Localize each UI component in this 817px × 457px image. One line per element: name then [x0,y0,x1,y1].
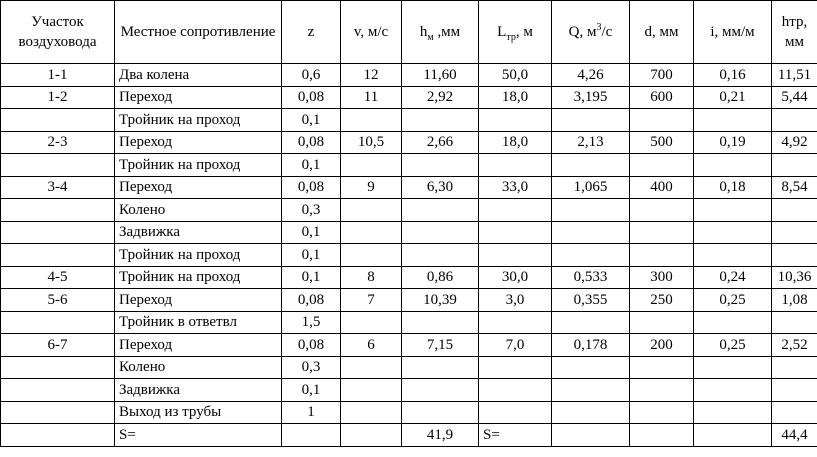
header-l-sub: тр [506,32,516,43]
cell-htr [772,311,817,334]
cell-i: 0,19 [694,131,772,154]
cell-d [630,221,694,244]
cell-v [341,356,402,379]
cell-l: 18,0 [479,131,552,154]
cell-l [479,109,552,132]
cell-q [552,244,630,267]
table-row [1,221,817,244]
cell-resistance: Два колена [115,64,282,87]
cell-z: 0,1 [282,154,341,177]
cell-q [552,109,630,132]
cell-v: 7 [341,289,402,312]
header-q [552,1,630,64]
cell-q [552,401,630,424]
cell-section [1,244,115,267]
header-row [1,1,817,64]
table-row [1,109,817,132]
total-resistance: S= [115,424,282,447]
cell-z: 1 [282,401,341,424]
total-h: 41,9 [402,424,479,447]
cell-h [402,379,479,402]
cell-i: 0,21 [694,86,772,109]
cell-h [402,199,479,222]
table-row [1,199,817,222]
cell-z: 0,1 [282,109,341,132]
cell-l: 33,0 [479,176,552,199]
cell-section: 6-7 [1,334,115,357]
cell-section [1,221,115,244]
cell-htr: 8,54 [772,176,817,199]
cell-resistance: Тройник в ответвл [115,311,282,334]
cell-htr: 10,36 [772,266,817,289]
cell-h: 6,30 [402,176,479,199]
cell-d: 600 [630,86,694,109]
cell-d: 400 [630,176,694,199]
cell-section [1,109,115,132]
cell-q: 4,26 [552,64,630,87]
cell-l [479,379,552,402]
header-section: Участок воздуховода [1,1,115,64]
cell-d [630,109,694,132]
cell-htr [772,356,817,379]
cell-v [341,401,402,424]
cell-htr: 5,44 [772,86,817,109]
cell-i [694,199,772,222]
cell-resistance: Переход [115,334,282,357]
cell-d: 250 [630,289,694,312]
cell-section: 1-1 [1,64,115,87]
cell-htr: 4,92 [772,131,817,154]
cell-section: 2-3 [1,131,115,154]
cell-q [552,379,630,402]
cell-htr: 11,51 [772,64,817,87]
cell-h: 2,92 [402,86,479,109]
cell-resistance: Задвижка [115,379,282,402]
cell-z: 0,3 [282,356,341,379]
cell-i [694,154,772,177]
table-row [1,244,817,267]
cell-section [1,356,115,379]
cell-q: 0,533 [552,266,630,289]
cell-i: 0,16 [694,64,772,87]
cell-htr [772,199,817,222]
cell-h [402,221,479,244]
cell-v [341,379,402,402]
cell-l [479,356,552,379]
cell-v [341,199,402,222]
cell-section [1,154,115,177]
cell-l [479,199,552,222]
header-h-tail: ,мм [433,24,461,40]
cell-i [694,244,772,267]
table-row [1,356,817,379]
header-i: i, мм/м [694,1,772,64]
cell-section [1,199,115,222]
cell-l [479,221,552,244]
cell-v: 6 [341,334,402,357]
table-row [1,311,817,334]
cell-section [1,379,115,402]
cell-i: 0,25 [694,334,772,357]
cell-resistance: Тройник на проход [115,244,282,267]
cell-z: 0,1 [282,379,341,402]
table-row [1,289,817,312]
cell-q [552,356,630,379]
cell-h: 2,66 [402,131,479,154]
cell-d [630,244,694,267]
cell-resistance: Переход [115,176,282,199]
header-q-tail: /с [601,24,613,40]
cell-resistance: Колено [115,199,282,222]
cell-h: 7,15 [402,334,479,357]
table-row [1,334,817,357]
table-row [1,86,817,109]
cell-section: 3-4 [1,176,115,199]
header-d: d, мм [630,1,694,64]
cell-resistance: Задвижка [115,221,282,244]
header-l-main: L [497,24,507,40]
cell-d [630,356,694,379]
total-empty-cell [694,424,772,447]
cell-i [694,401,772,424]
cell-h: 0,86 [402,266,479,289]
cell-i: 0,18 [694,176,772,199]
cell-h [402,109,479,132]
cell-section: 5-6 [1,289,115,312]
header-htr: hтр, мм [772,1,817,64]
cell-l [479,244,552,267]
cell-resistance: Тройник на проход [115,109,282,132]
cell-d: 700 [630,64,694,87]
table-row [1,379,817,402]
header-h [402,1,479,64]
cell-v [341,244,402,267]
cell-h: 10,39 [402,289,479,312]
cell-z: 0,6 [282,64,341,87]
cell-h [402,311,479,334]
cell-d: 200 [630,334,694,357]
cell-v: 10,5 [341,131,402,154]
cell-l: 18,0 [479,86,552,109]
cell-d [630,311,694,334]
cell-z: 0,08 [282,289,341,312]
cell-i [694,379,772,402]
cell-v [341,221,402,244]
cell-section: 4-5 [1,266,115,289]
cell-resistance: Тройник на проход [115,266,282,289]
cell-htr [772,154,817,177]
cell-q [552,199,630,222]
cell-q: 3,195 [552,86,630,109]
table-row [1,154,817,177]
header-l-tail: , м [515,24,533,40]
cell-l [479,154,552,177]
header-h-main: h [419,24,428,40]
table-row [1,131,817,154]
cell-v: 11 [341,86,402,109]
cell-z: 0,08 [282,176,341,199]
table-row [1,266,817,289]
header-q-sup: 3 [596,22,602,33]
cell-v: 9 [341,176,402,199]
cell-l: 3,0 [479,289,552,312]
totals-row [1,424,817,447]
table-row [1,176,817,199]
table-row [1,64,817,87]
cell-l [479,401,552,424]
cell-v [341,109,402,132]
cell-i [694,109,772,132]
cell-htr: 1,08 [772,289,817,312]
cell-section [1,311,115,334]
cell-z: 0,1 [282,221,341,244]
cell-d: 500 [630,131,694,154]
cell-z: 0,3 [282,199,341,222]
cell-v: 8 [341,266,402,289]
cell-z: 0,1 [282,266,341,289]
cell-i [694,356,772,379]
cell-z: 0,08 [282,86,341,109]
total-empty-cell [630,424,694,447]
cell-resistance: Переход [115,131,282,154]
cell-section: 1-2 [1,86,115,109]
header-resistance: Местное сопротивление [115,1,282,64]
cell-l [479,311,552,334]
cell-z: 0,08 [282,334,341,357]
total-empty-cell [282,424,341,447]
header-l [479,1,552,64]
cell-d [630,154,694,177]
cell-q: 0,355 [552,289,630,312]
table-row [1,401,817,424]
header-h-sub: м [427,32,434,43]
cell-l: 7,0 [479,334,552,357]
cell-h [402,401,479,424]
table-body [1,64,817,447]
cell-d [630,199,694,222]
cell-l: 50,0 [479,64,552,87]
cell-v [341,311,402,334]
cell-z: 0,1 [282,244,341,267]
cell-htr [772,379,817,402]
cell-htr: 2,52 [772,334,817,357]
total-l: S= [479,424,552,447]
total-empty-cell [341,424,402,447]
cell-d [630,379,694,402]
cell-q [552,154,630,177]
cell-q: 1,065 [552,176,630,199]
total-empty-cell [552,424,630,447]
cell-htr [772,244,817,267]
cell-htr [772,221,817,244]
cell-resistance: Тройник на проход [115,154,282,177]
cell-q [552,311,630,334]
cell-v: 12 [341,64,402,87]
cell-h [402,244,479,267]
cell-d [630,401,694,424]
cell-h: 11,60 [402,64,479,87]
cell-h [402,154,479,177]
cell-htr [772,401,817,424]
header-z: z [282,1,341,64]
total-htr: 44,4 [772,424,817,447]
cell-i: 0,24 [694,266,772,289]
total-empty-cell [1,424,115,447]
cell-i [694,311,772,334]
cell-d: 300 [630,266,694,289]
cell-q [552,221,630,244]
cell-z: 0,08 [282,131,341,154]
cell-q: 2,13 [552,131,630,154]
cell-htr [772,109,817,132]
cell-z: 1,5 [282,311,341,334]
cell-resistance: Переход [115,289,282,312]
cell-resistance: Колено [115,356,282,379]
cell-v [341,154,402,177]
header-q-main: Q, м [568,24,597,40]
cell-resistance: Переход [115,86,282,109]
cell-h [402,356,479,379]
cell-resistance: Выход из трубы [115,401,282,424]
cell-i: 0,25 [694,289,772,312]
header-v: v, м/с [341,1,402,64]
cell-l: 30,0 [479,266,552,289]
cell-q: 0,178 [552,334,630,357]
cell-section [1,401,115,424]
cell-i [694,221,772,244]
